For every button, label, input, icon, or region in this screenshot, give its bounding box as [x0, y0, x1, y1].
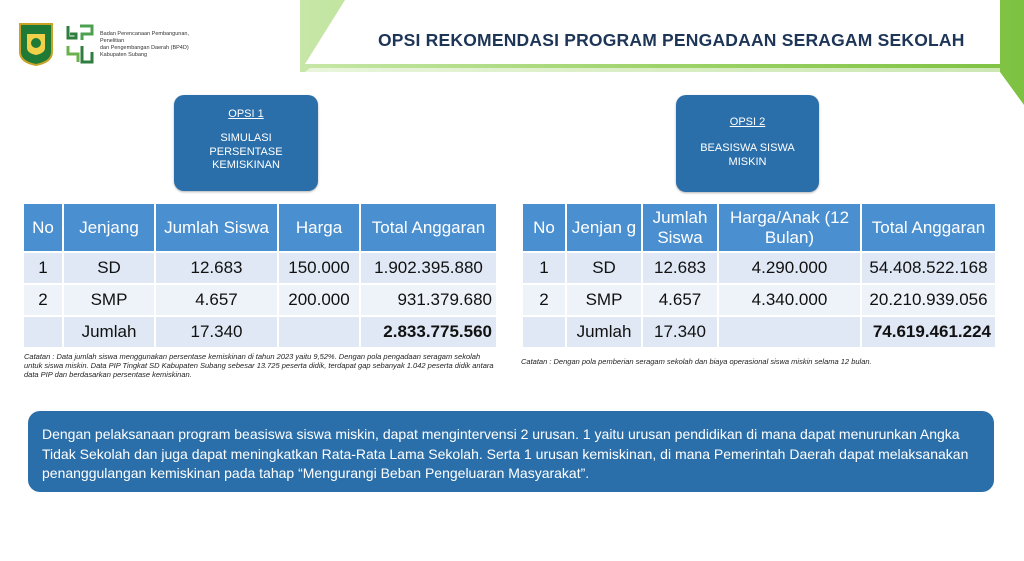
column-header-total-anggaran: Total Anggaran [360, 203, 497, 252]
cell-empty [522, 316, 566, 348]
option-2-description: BEASISWA SISWA MISKIN [700, 142, 795, 168]
bp4d-logo-icon [66, 24, 96, 64]
agency-line: Badan Perencanaan Pembangunan, [100, 31, 189, 37]
option-1-label: OPSI 1 [228, 108, 264, 120]
cell-empty [278, 316, 360, 348]
cell-no: 1 [522, 252, 566, 284]
table-row [522, 252, 996, 284]
agency-name [100, 31, 210, 59]
cell-grand-total: 74.619.461.224 [861, 316, 996, 348]
cell-harga: 4.340.000 [718, 284, 861, 316]
cell-jenjang: SD [566, 252, 642, 284]
cell-no: 2 [522, 284, 566, 316]
column-header-harga-anak: Harga/Anak (12 Bulan) [718, 203, 861, 252]
cell-total-label: Jumlah [566, 316, 642, 348]
cell-harga: 200.000 [278, 284, 360, 316]
cell-total-jumlah: 17.340 [155, 316, 278, 348]
conclusion-box: Dengan pelaksanaan program beasiswa siswa miskin, dapat mengintervensi 2 urusan. 1 yaitu urusan pendidikan di mana dapat menurunkan Angka Tidak Sekolah dan juga dapat meningkatkan Rata-Rata Lama Sekolah. Serta 1 urusan kemiskinan, di mana Pemerintah Daerah dapat melaksanakan penanggulangan kemiskinan pada tahap “Mengurangi Beban Pengeluaran Masyarakat”. [28, 411, 994, 492]
cell-harga: 4.290.000 [718, 252, 861, 284]
column-header-total-anggaran: Total Anggaran [861, 203, 996, 252]
option-2-note: Catatan : Dengan pola pemberian seragam sekolah dan biaya operasional siswa miskin selama 12 bulan. [521, 357, 872, 366]
table-row [522, 284, 996, 316]
cell-total-jumlah: 17.340 [642, 316, 718, 348]
column-header-no: No [522, 203, 566, 252]
cell-total-label: Jumlah [63, 316, 155, 348]
cell-jenjang: SD [63, 252, 155, 284]
agency-line: dan Pengembangan Daerah (BP4D) [100, 45, 189, 51]
cell-empty [23, 316, 63, 348]
column-header-jumlah-siswa: Jumlah Siswa [155, 203, 278, 252]
column-header-harga: Harga [278, 203, 360, 252]
table-header-row [522, 203, 996, 252]
cell-jumlah: 4.657 [642, 284, 718, 316]
regency-emblem-icon [18, 22, 54, 66]
table-row [23, 284, 497, 316]
cell-no: 2 [23, 284, 63, 316]
option-1-description: SIMULASI PERSENTASE KEMISKINAN [209, 132, 283, 171]
cell-harga: 150.000 [278, 252, 360, 284]
option-1-budget-table [22, 202, 498, 349]
cell-jumlah: 12.683 [642, 252, 718, 284]
cell-grand-total: 2.833.775.560 [360, 316, 497, 348]
cell-no: 1 [23, 252, 63, 284]
cell-total: 931.379.680 [360, 284, 497, 316]
option-2-label: OPSI 2 [729, 116, 766, 128]
column-header-no: No [23, 203, 63, 252]
option-2-budget-table [521, 202, 997, 349]
column-header-jumlah-siswa: Jumlah Siswa [642, 203, 718, 252]
page-title: OPSI REKOMENDASI PROGRAM PENGADAAN SERAGAM SEKOLAH [378, 30, 965, 50]
table-total-row [23, 316, 497, 348]
table-total-row [522, 316, 996, 348]
option-1-note: Catatan : Data jumlah siswa menggunakan persentase kemiskinan di tahun 2023 yaitu 9,52%. Dengan pola pengadaan seragam sekolah untuk siswa miskin. Data PIP Tingkat SD Kabupaten Subang sebesar 13.725 peserta didik, terdapat gap sebanyak 1.042 peserta didik antara data PIP dan berdasarkan persentase kemiskinan. [24, 352, 494, 379]
table-header-row [23, 203, 497, 252]
cell-jumlah: 12.683 [155, 252, 278, 284]
option-1-box [174, 95, 318, 191]
cell-jenjang: SMP [63, 284, 155, 316]
cell-total: 20.210.939.056 [861, 284, 996, 316]
cell-jenjang: SMP [566, 284, 642, 316]
column-header-jenjang: Jenjang [63, 203, 155, 252]
agency-line: Penelitian [100, 38, 125, 44]
option-2-box [676, 95, 819, 192]
column-header-jenjang: Jenjan g [566, 203, 642, 252]
cell-total: 54.408.522.168 [861, 252, 996, 284]
table-row [23, 252, 497, 284]
cell-total: 1.902.395.880 [360, 252, 497, 284]
cell-empty [718, 316, 861, 348]
agency-line: Kabupaten Subang [100, 52, 148, 58]
cell-jumlah: 4.657 [155, 284, 278, 316]
